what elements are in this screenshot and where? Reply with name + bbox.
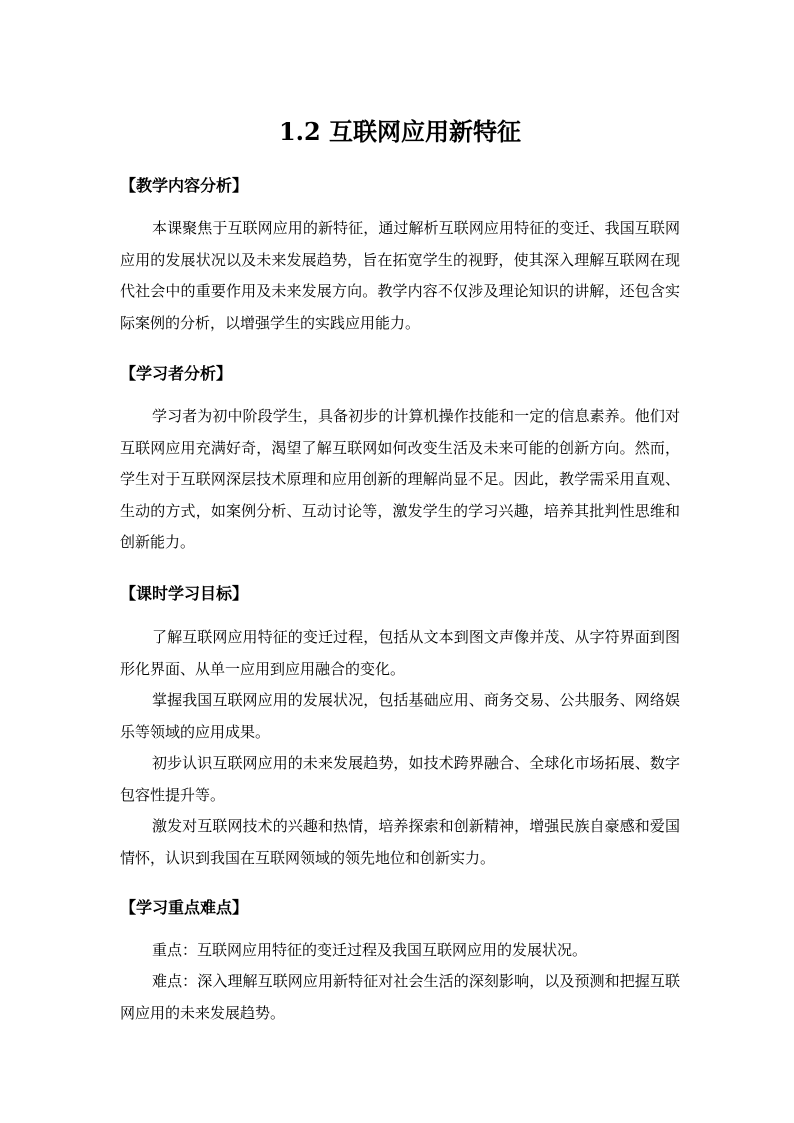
section-heading-content-analysis: 【教学内容分析】 bbox=[120, 176, 249, 195]
section-heading-learner-analysis: 【学习者分析】 bbox=[120, 364, 233, 383]
paragraph-objective-4: 激发对互联网技术的兴趣和热情，培养探索和创新精神，增强民族自豪感和爱国情怀，认识到我国在互联网领域的领先地位和创新实力。 bbox=[120, 817, 680, 867]
paragraph-objective-2: 掌握我国互联网应用的发展状况，包括基础应用、商务交易、公共服务、网络娱乐等领域的应用成果。 bbox=[120, 691, 680, 741]
paragraph-content-analysis: 本课聚焦于互联网应用的新特征，通过解析互联网应用特征的变迁、我国互联网应用的发展状况以及未来发展趋势，旨在拓宽学生的视野，使其深入理解互联网在现代社会中的重要作用及未来发展方向。教学内容不仅涉及理论知识的讲解，还包含实际案例的分析，以增强学生的实践应用能力。 bbox=[120, 219, 680, 332]
paragraph-difficult-point: 难点：深入理解互联网应用新特征对社会生活的深刻影响，以及预测和把握互联网应用的未来发展趋势。 bbox=[120, 972, 680, 1022]
paragraph-objective-3: 初步认识互联网应用的未来发展趋势，如技术跨界融合、全球化市场拓展、数字包容性提升等。 bbox=[120, 754, 680, 804]
paragraph-learner-analysis: 学习者为初中阶段学生，具备初步的计算机操作技能和一定的信息素养。他们对互联网应用充满好奇，渴望了解互联网如何改变生活及未来可能的创新方向。然而，学生对于互联网深层技术原理和应用创新的理解尚显不足。因此，教学需采用直观、生动的方式，如案例分析、互动讨论等，激发学生的学习兴趣，培养其批判性思维和创新能力。 bbox=[120, 407, 680, 551]
paragraph-objective-1: 了解互联网应用特征的变迁过程，包括从文本到图文声像并茂、从字符界面到图形化界面、从单一应用到应用融合的变化。 bbox=[120, 628, 680, 678]
section-heading-learning-objectives: 【课时学习目标】 bbox=[120, 584, 249, 603]
paragraph-key-point: 重点：互联网应用特征的变迁过程及我国互联网应用的发展状况。 bbox=[152, 941, 588, 959]
section-heading-key-points: 【学习重点难点】 bbox=[120, 898, 249, 917]
document-title: 1.2 互联网应用新特征 bbox=[278, 117, 522, 146]
